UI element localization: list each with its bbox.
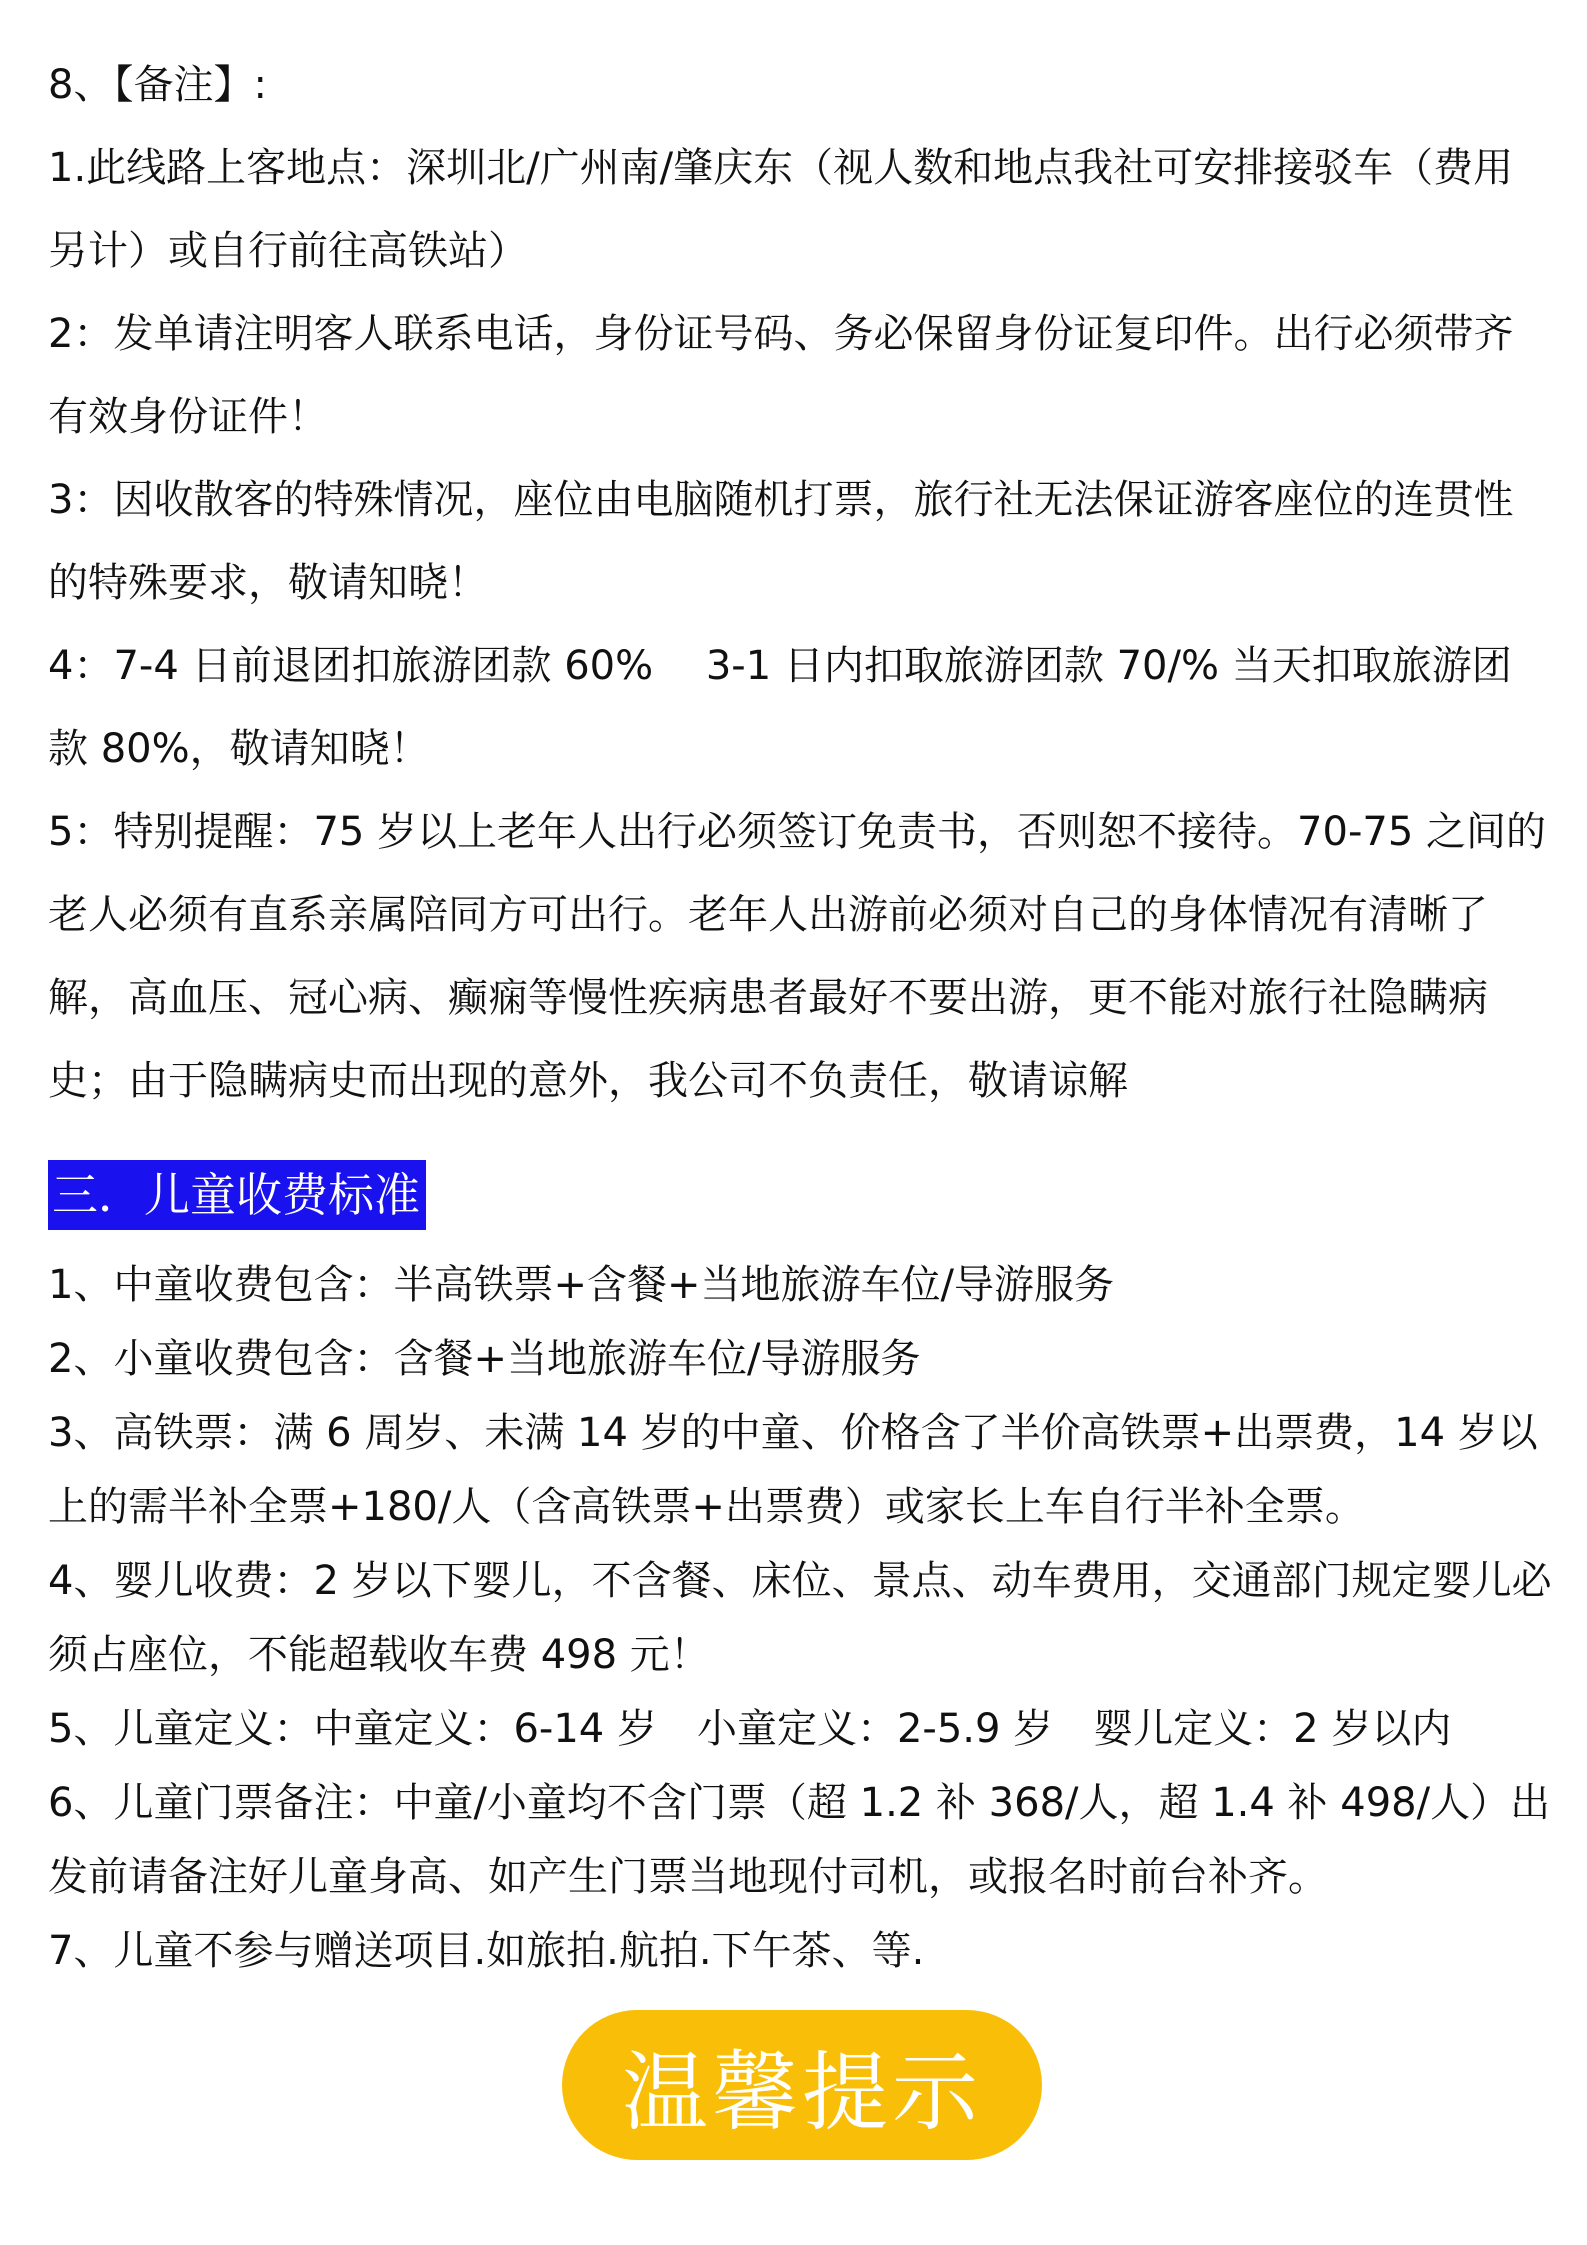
warm-tips-label: 温馨提示 <box>622 2043 982 2143</box>
notes-heading: 8、【备注】: <box>48 62 267 108</box>
notes-section <box>48 44 1548 1123</box>
note-item-5: 5：特别提醒：75 岁以上老年人出行必须签订免责书，否则恕不接待。70-75 之间的老人必须有直系亲属陪同方可出行。老年人出游前必须对自己的身体情况有清晰了解，高血压、冠心病、癫痫等慢性疾病患者最好不要出游，更不能对旅行社隐瞒病史；由于隐瞒病史而出现的意外，我公司不负责任，敬请谅解 <box>48 809 1547 1104</box>
child-fee-section-title: 三．儿童收费标准 <box>48 1160 426 1230</box>
warm-tips-banner <box>562 2010 1042 2160</box>
child-fee-item-5: 5、儿童定义：中童定义：6-14 岁 小童定义：2-5.9 岁 婴儿定义：2 岁以内 <box>48 1706 1452 1752</box>
child-fee-item-1: 1、中童收费包含：半高铁票+含餐+当地旅游车位/导游服务 <box>48 1262 1114 1308</box>
child-fee-list <box>48 1248 1558 1988</box>
note-item-4: 4：7-4 日前退团扣旅游团款 60% 3-1 日内扣取旅游团款 70/% 当天扣取旅游团款 80%，敬请知晓！ <box>48 643 1512 772</box>
child-fee-item-4: 4、婴儿收费：2 岁以下婴儿，不含餐、床位、景点、动车费用，交通部门规定婴儿必须占座位，不能超载收车费 498 元！ <box>48 1558 1552 1678</box>
note-item-2: 2：发单请注明客人联系电话，身份证号码、务必保留身份证复印件。出行必须带齐有效身份证件！ <box>48 311 1514 440</box>
child-fee-item-6: 6、儿童门票备注：中童/小童均不含门票（超 1.2 补 368/人，超 1.4 补 498/人）出发前请备注好儿童身高、如产生门票当地现付司机，或报名时前台补齐。 <box>48 1780 1551 1900</box>
child-fee-item-7: 7、儿童不参与赠送项目.如旅拍.航拍.下午茶、等. <box>48 1928 925 1974</box>
note-item-3: 3：因收散客的特殊情况，座位由电脑随机打票，旅行社无法保证游客座位的连贯性的特殊要求，敬请知晓！ <box>48 477 1514 606</box>
child-fee-item-2: 2、小童收费包含：含餐+当地旅游车位/导游服务 <box>48 1336 921 1382</box>
child-fee-item-3: 3、高铁票：满 6 周岁、未满 14 岁的中童、价格含了半价高铁票+出票费，14 岁以上的需半补全票+180/人（含高铁票+出票费）或家长上车自行半补全票。 <box>48 1410 1538 1530</box>
note-item-1: 1.此线路上客地点：深圳北/广州南/肇庆东（视人数和地点我社可安排接驳车（费用另计）或自行前往高铁站） <box>48 145 1514 274</box>
